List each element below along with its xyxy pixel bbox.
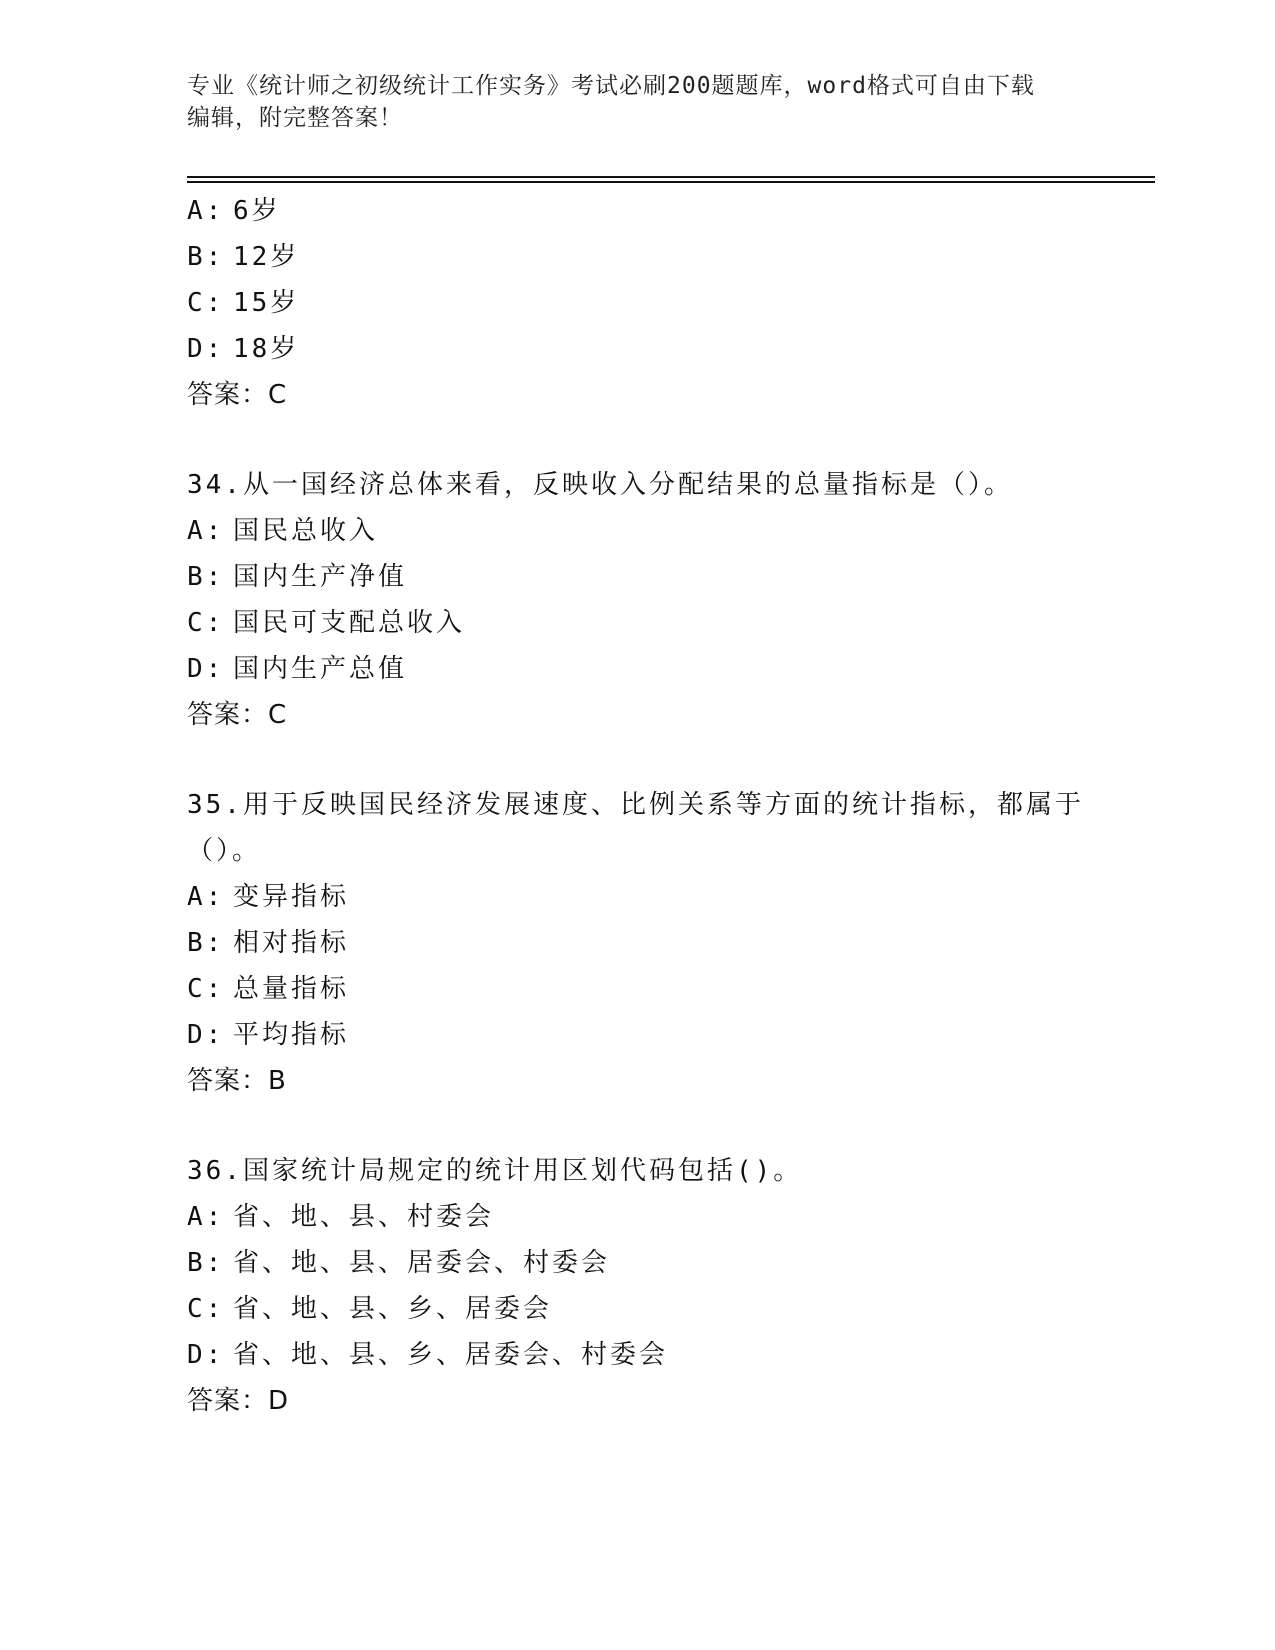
option-text: 平均指标 bbox=[233, 1020, 350, 1050]
option-text: 6岁 bbox=[233, 196, 281, 226]
option-b bbox=[187, 554, 1087, 600]
question-title: 35.用于反映国民经济发展速度、比例关系等方面的统计指标，都属于（）。 bbox=[187, 790, 1084, 866]
option-label: A: bbox=[187, 516, 225, 546]
option-a bbox=[187, 874, 1087, 920]
spacer bbox=[187, 1104, 1087, 1148]
option-text: 变异指标 bbox=[233, 882, 350, 912]
option-label: D: bbox=[187, 1020, 225, 1050]
question-list bbox=[187, 188, 1087, 1424]
option-label: C: bbox=[187, 288, 225, 318]
question-title: 34.从一国经济总体来看，反映收入分配结果的总量指标是（）。 bbox=[187, 470, 1013, 500]
option-label: A: bbox=[187, 882, 225, 912]
option-label: D: bbox=[187, 654, 225, 684]
option-label: A: bbox=[187, 196, 225, 226]
spacer bbox=[187, 418, 1087, 462]
option-text: 18岁 bbox=[233, 334, 300, 364]
option-a bbox=[187, 508, 1087, 554]
option-text: 省、地、县、居委会、村委会 bbox=[233, 1248, 611, 1278]
header-divider-bottom bbox=[187, 181, 1155, 183]
option-text: 相对指标 bbox=[233, 928, 350, 958]
option-text: 省、地、县、乡、居委会 bbox=[233, 1294, 553, 1324]
option-c bbox=[187, 280, 1087, 326]
option-c bbox=[187, 966, 1087, 1012]
answer-line: 答案：D bbox=[187, 1386, 290, 1416]
option-label: B: bbox=[187, 928, 225, 958]
option-c bbox=[187, 1286, 1087, 1332]
option-text: 省、地、县、村委会 bbox=[233, 1202, 495, 1232]
question-36 bbox=[187, 1148, 1087, 1424]
option-label: D: bbox=[187, 1340, 225, 1370]
header-line-2: 编辑，附完整答案！ bbox=[187, 105, 403, 131]
option-b bbox=[187, 920, 1087, 966]
option-label: C: bbox=[187, 974, 225, 1004]
option-c bbox=[187, 600, 1087, 646]
header-divider-top bbox=[187, 176, 1155, 178]
option-text: 国民可支配总收入 bbox=[233, 608, 466, 638]
option-label: C: bbox=[187, 1294, 225, 1324]
spacer bbox=[187, 738, 1087, 782]
option-text: 省、地、县、乡、居委会、村委会 bbox=[233, 1340, 669, 1370]
option-b bbox=[187, 1240, 1087, 1286]
option-b bbox=[187, 234, 1087, 280]
option-label: A: bbox=[187, 1202, 225, 1232]
option-label: C: bbox=[187, 608, 225, 638]
option-a bbox=[187, 1194, 1087, 1240]
option-d bbox=[187, 1332, 1087, 1378]
answer-line: 答案：C bbox=[187, 700, 288, 730]
answer-line: 答案：C bbox=[187, 380, 288, 410]
option-label: B: bbox=[187, 562, 225, 592]
option-label: B: bbox=[187, 1248, 225, 1278]
answer-line: 答案：B bbox=[187, 1066, 287, 1096]
option-text: 总量指标 bbox=[233, 974, 350, 1004]
header-line-1: 专业《统计师之初级统计工作实务》考试必刷200题题库，word格式可自由下载 bbox=[187, 73, 1035, 99]
option-label: D: bbox=[187, 334, 225, 364]
option-text: 国内生产净值 bbox=[233, 562, 408, 592]
option-d bbox=[187, 646, 1087, 692]
question-title: 36.国家统计局规定的统计用区划代码包括()。 bbox=[187, 1156, 803, 1186]
document-header bbox=[187, 70, 1087, 134]
option-label: B: bbox=[187, 242, 225, 272]
option-a bbox=[187, 188, 1087, 234]
question-35 bbox=[187, 782, 1087, 1104]
option-text: 15岁 bbox=[233, 288, 300, 318]
option-d bbox=[187, 1012, 1087, 1058]
option-d bbox=[187, 326, 1087, 372]
option-text: 12岁 bbox=[233, 242, 300, 272]
question-34 bbox=[187, 462, 1087, 738]
question-33-continuation bbox=[187, 188, 1087, 418]
option-text: 国内生产总值 bbox=[233, 654, 408, 684]
option-text: 国民总收入 bbox=[233, 516, 379, 546]
